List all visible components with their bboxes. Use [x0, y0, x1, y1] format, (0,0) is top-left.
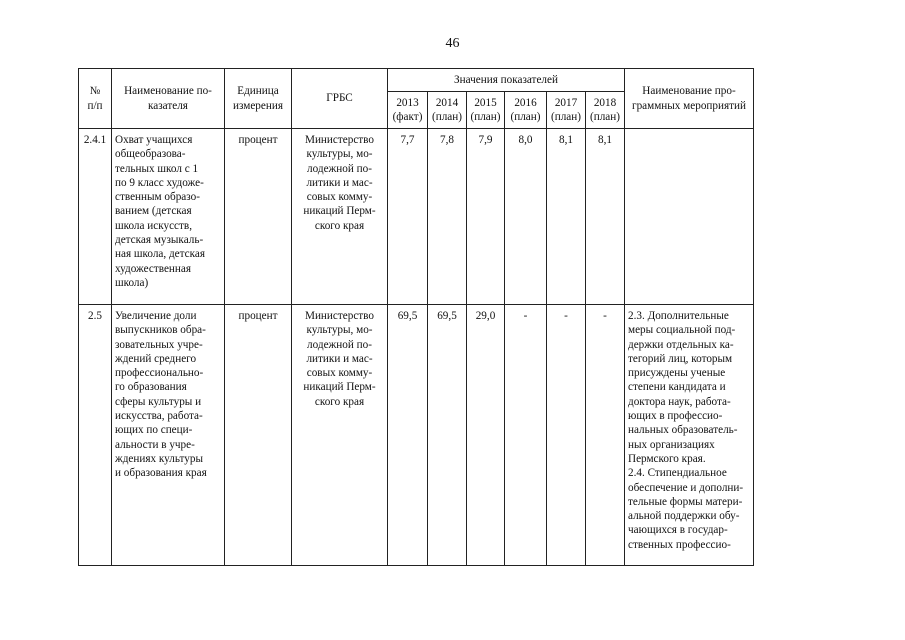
table-row: [79, 129, 754, 305]
value-2014: 7,8: [428, 129, 467, 305]
program-measures: [625, 129, 754, 305]
header-year-2017: 2017 (план): [547, 92, 586, 129]
program-measures: 2.3. Дополнительные меры социальной под- держки отдельных ка- тегорий лиц, которым присуждены ученые степени кандидата и доктора наук, работа- ющих в профессио- нальных образователь- ных организациях Пермского края. 2.4. Стипендиальное обеспечение и дополни- тельные формы матери- альной поддержки обу- чающихся в государ- ственных профессио-: [625, 305, 754, 566]
header-unit: Единица измерения: [225, 69, 292, 129]
unit: процент: [225, 129, 292, 305]
header-grbs: ГРБС: [292, 69, 388, 129]
header-values: Значения показателей: [388, 69, 625, 92]
page-number: 46: [445, 36, 460, 51]
value-2018: 8,1: [586, 129, 625, 305]
row-number: 2.5: [79, 305, 112, 566]
value-2016: 8,0: [505, 129, 547, 305]
header-year-2014: 2014 (план): [428, 92, 467, 129]
value-2013: 7,7: [388, 129, 428, 305]
value-2013: 69,5: [388, 305, 428, 566]
header-year-2016: 2016 (план): [505, 92, 547, 129]
header-program-measures: Наименование про- граммных мероприятий: [625, 69, 754, 129]
row-number: 2.4.1: [79, 129, 112, 305]
header-indicator-name: Наименование по- казателя: [112, 69, 225, 129]
value-2015: 7,9: [467, 129, 505, 305]
grbs: Министерство культуры, мо- лодежной по- литики и мас- совых комму- никаций Перм- ского края: [292, 305, 388, 566]
header-year-2018: 2018 (план): [586, 92, 625, 129]
grbs: Министерство культуры, мо- лодежной по- литики и мас- совых комму- никаций Перм- ского края: [292, 129, 388, 305]
indicator-name: Охват учащихся общеобразова- тельных школ с 1 по 9 класс художе- ственным образо- ванием (детская школа искусств, детская музыкаль- ная школа, детская художественная школа): [112, 129, 225, 305]
value-2015: 29,0: [467, 305, 505, 566]
value-2016: -: [505, 305, 547, 566]
indicator-name: Увеличение доли выпускников обра- зовательных учре- ждений среднего профессионально- го образования сферы культуры и искусства, работа- ющих по специ- альности в учре- ждениях культуры и образования края: [112, 305, 225, 566]
value-2017: -: [547, 305, 586, 566]
unit: процент: [225, 305, 292, 566]
table-row: [79, 305, 754, 566]
header-year-2013: 2013 (факт): [388, 92, 428, 129]
indicators-table: [78, 68, 754, 566]
value-2017: 8,1: [547, 129, 586, 305]
value-2018: -: [586, 305, 625, 566]
value-2014: 69,5: [428, 305, 467, 566]
header-num: № п/п: [79, 69, 112, 129]
header-year-2015: 2015 (план): [467, 92, 505, 129]
